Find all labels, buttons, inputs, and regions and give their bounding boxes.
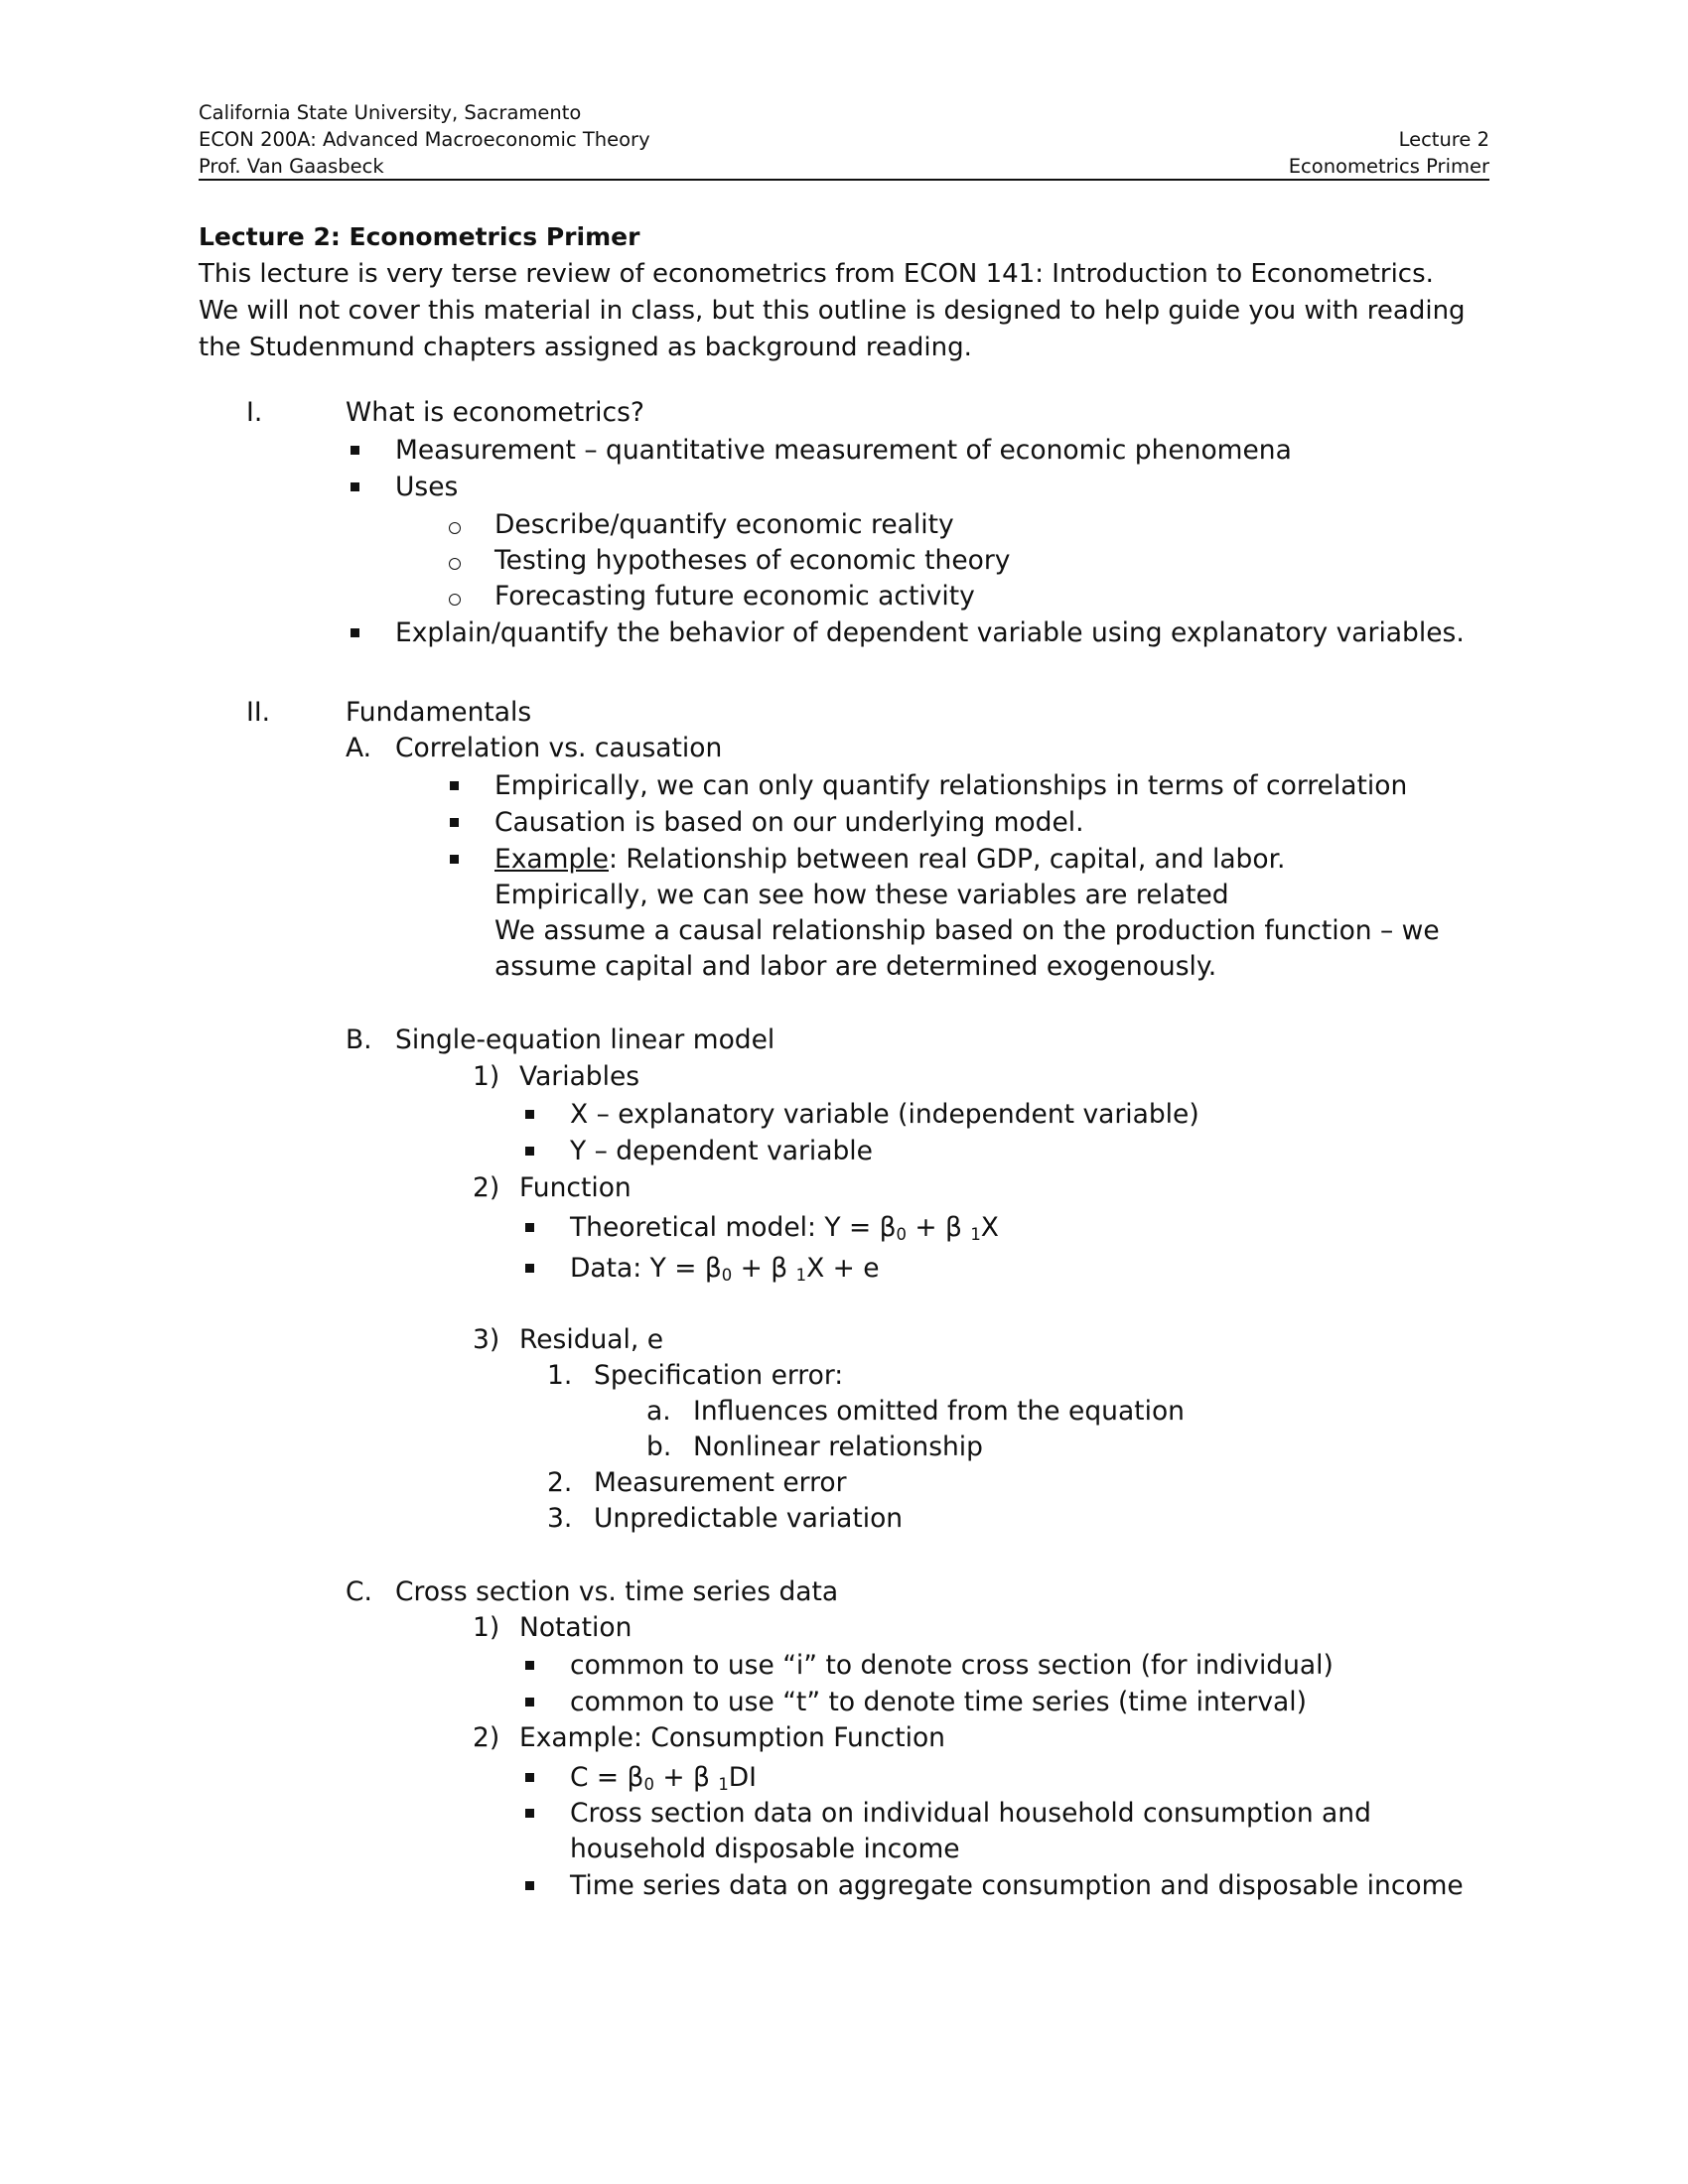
list-item: Nonlinear relationship xyxy=(693,1432,983,1462)
square-bullet-icon xyxy=(351,482,359,491)
header-lecture-topic: Econometrics Primer xyxy=(1288,155,1489,178)
intro-paragraph xyxy=(199,256,1499,366)
section-heading: Fundamentals xyxy=(346,697,532,728)
section-numeral: I. xyxy=(246,397,263,428)
number-marker: 1) xyxy=(473,1061,500,1092)
equation-subscript: 1 xyxy=(970,1225,981,1245)
square-bullet-icon xyxy=(525,1698,534,1706)
subsection-heading: Correlation vs. causation xyxy=(395,733,723,763)
header-right xyxy=(1289,126,1489,180)
subsection-heading: Single-equation linear model xyxy=(395,1024,775,1055)
equation-text: Theoretical model: Y = β xyxy=(570,1212,897,1243)
list-item xyxy=(494,842,1285,878)
page-title: Lecture 2: Econometrics Primer xyxy=(199,222,640,251)
list-item: common to use “t” to denote time series (time interval) xyxy=(570,1687,1307,1717)
list-item: Example: Consumption Function xyxy=(519,1722,945,1753)
list-item: Empirically, we can only quantify relationships in terms of correlation xyxy=(494,770,1408,801)
equation-subscript: 0 xyxy=(643,1775,654,1795)
list-item: Measurement – quantitative measurement of economic phenomena xyxy=(395,435,1292,466)
list-item: Forecasting future economic activity xyxy=(494,581,975,612)
example-label: Example xyxy=(494,844,609,875)
list-item: Variables xyxy=(519,1061,640,1092)
equation-subscript: 1 xyxy=(718,1775,729,1795)
subsection-marker: A. xyxy=(346,733,372,763)
list-item-continuation: We assume a causal relationship based on the production function – we xyxy=(494,915,1440,946)
list-item-continuation: assume capital and labor are determined exogenously. xyxy=(494,951,1217,982)
subsection-heading: Cross section vs. time series data xyxy=(395,1576,839,1607)
list-item: Causation is based on our underlying model. xyxy=(494,807,1084,838)
equation-text: + β xyxy=(906,1212,971,1243)
section-heading: What is econometrics? xyxy=(346,397,644,428)
square-bullet-icon xyxy=(351,628,359,637)
equation-consumption xyxy=(570,1760,757,1796)
list-item-continuation: household disposable income xyxy=(570,1834,960,1864)
number-marker: 2) xyxy=(473,1172,500,1203)
equation-text: C = β xyxy=(570,1762,644,1793)
square-bullet-icon xyxy=(525,1147,534,1156)
list-item: Cross section data on individual household consumption and xyxy=(570,1798,1371,1829)
list-item: Measurement error xyxy=(594,1467,847,1498)
list-item-continuation: Empirically, we can see how these variables are related xyxy=(494,880,1229,910)
intro-line: This lecture is very terse review of econometrics from ECON 141: Introduction to Econometrics. xyxy=(199,259,1434,289)
equation-theoretical xyxy=(570,1210,999,1246)
list-item: Residual, e xyxy=(519,1324,664,1355)
equation-text: Data: Y = β xyxy=(570,1253,722,1284)
equation-subscript: 0 xyxy=(896,1225,907,1245)
equation-data xyxy=(570,1251,880,1287)
list-item: Specification error: xyxy=(594,1360,844,1391)
equation-text: + β xyxy=(732,1253,796,1284)
square-bullet-icon xyxy=(450,781,459,790)
number-marker: 1) xyxy=(473,1612,500,1643)
square-bullet-icon xyxy=(450,818,459,827)
number-marker: 1. xyxy=(547,1360,573,1391)
circle-bullet-icon xyxy=(449,522,461,534)
section-numeral: II. xyxy=(246,697,271,728)
square-bullet-icon xyxy=(525,1881,534,1890)
equation-text: X + e xyxy=(806,1253,880,1284)
list-item: Influences omitted from the equation xyxy=(693,1396,1185,1427)
square-bullet-icon xyxy=(525,1223,534,1232)
list-item: common to use “i” to denote cross section (for individual) xyxy=(570,1650,1334,1681)
header-professor: Prof. Van Gaasbeck xyxy=(199,155,384,178)
subsection-marker: C. xyxy=(346,1576,372,1607)
circle-bullet-icon xyxy=(449,558,461,570)
list-item: Uses xyxy=(395,472,459,502)
letter-marker: b. xyxy=(646,1432,672,1462)
letter-marker: a. xyxy=(646,1396,671,1427)
equation-text: X xyxy=(980,1212,999,1243)
square-bullet-icon xyxy=(450,855,459,864)
square-bullet-icon xyxy=(525,1661,534,1670)
list-item: Y – dependent variable xyxy=(570,1136,873,1166)
list-item: Notation xyxy=(519,1612,633,1643)
number-marker: 3) xyxy=(473,1324,500,1355)
list-item: Describe/quantify economic reality xyxy=(494,509,954,540)
equation-text: + β xyxy=(653,1762,719,1793)
square-bullet-icon xyxy=(351,446,359,455)
number-marker: 2. xyxy=(547,1467,573,1498)
intro-line: the Studenmund chapters assigned as background reading. xyxy=(199,333,972,362)
square-bullet-icon xyxy=(525,1773,534,1782)
header-rule xyxy=(199,179,1489,181)
header-left xyxy=(199,99,650,180)
list-item: Time series data on aggregate consumption and disposable income xyxy=(570,1870,1464,1901)
list-item: Unpredictable variation xyxy=(594,1503,904,1534)
number-marker: 2) xyxy=(473,1722,500,1753)
circle-bullet-icon xyxy=(449,594,461,606)
example-text: : Relationship between real GDP, capital, and labor. xyxy=(608,844,1286,875)
list-item: X – explanatory variable (independent variable) xyxy=(570,1099,1199,1130)
list-item: Testing hypotheses of economic theory xyxy=(494,545,1011,576)
header-university: California State University, Sacramento xyxy=(199,101,582,124)
subsection-marker: B. xyxy=(346,1024,372,1055)
square-bullet-icon xyxy=(525,1809,534,1818)
square-bullet-icon xyxy=(525,1264,534,1273)
equation-subscript: 1 xyxy=(795,1266,807,1286)
equation-text: DI xyxy=(728,1762,757,1793)
square-bullet-icon xyxy=(525,1110,534,1119)
equation-subscript: 0 xyxy=(721,1266,733,1286)
list-item: Function xyxy=(519,1172,632,1203)
number-marker: 3. xyxy=(547,1503,573,1534)
header-course: ECON 200A: Advanced Macroeconomic Theory xyxy=(199,128,650,151)
header-lecture-number: Lecture 2 xyxy=(1398,128,1489,151)
list-item: Explain/quantify the behavior of dependent variable using explanatory variables. xyxy=(395,617,1465,648)
intro-line: We will not cover this material in class, but this outline is designed to help guide you with reading xyxy=(199,296,1466,326)
